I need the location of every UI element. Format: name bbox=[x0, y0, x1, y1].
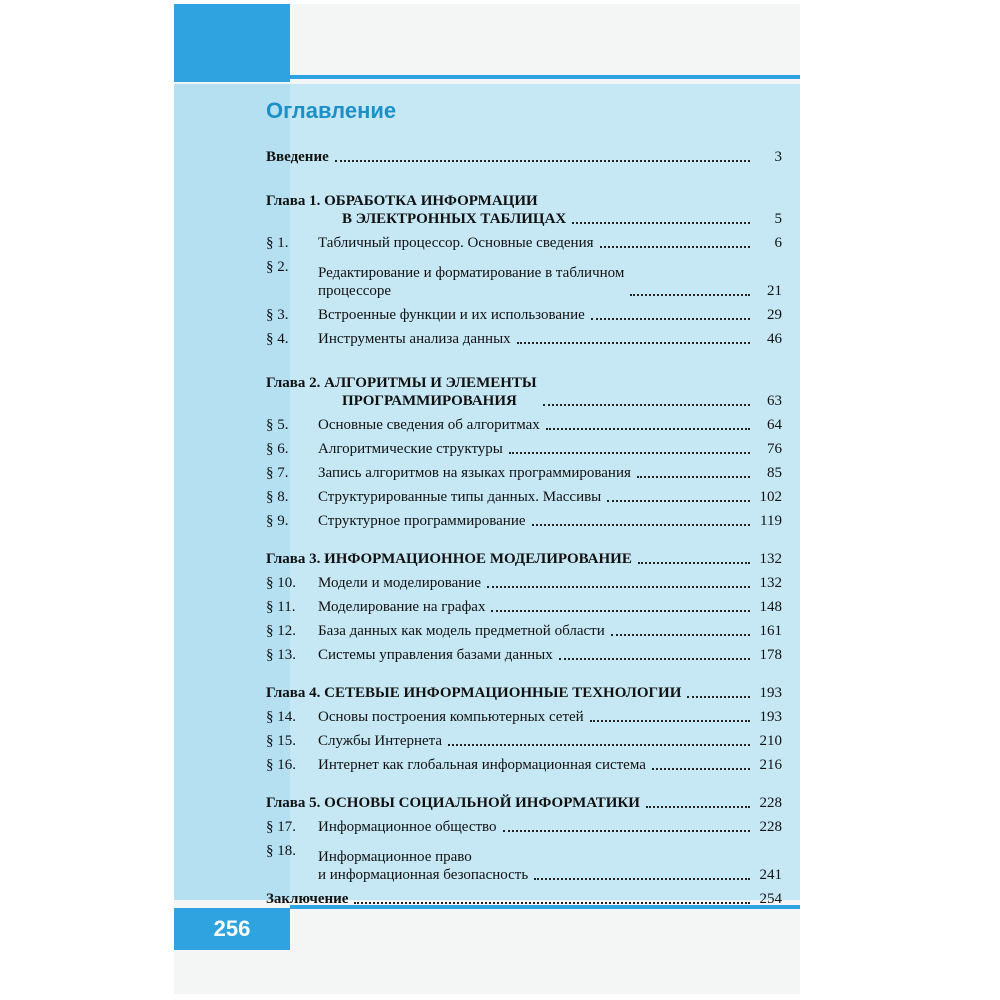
entry-label-line-2: и информационная безопасность bbox=[318, 867, 529, 883]
entry-page: 228 bbox=[759, 795, 782, 811]
section-number: § 9. bbox=[266, 513, 289, 529]
section-number: § 4. bbox=[266, 331, 289, 347]
leader-dots bbox=[591, 318, 750, 320]
leader-dots bbox=[532, 524, 750, 526]
toc-entry-section-18[interactable] bbox=[266, 836, 782, 884]
toc-entry-chapter-5[interactable] bbox=[266, 788, 782, 812]
toc-entry-intro[interactable] bbox=[266, 142, 782, 166]
leader-dots bbox=[509, 452, 750, 454]
toc-entry-section-17[interactable] bbox=[266, 812, 782, 836]
entry-page: 85 bbox=[767, 465, 782, 481]
leader-dots bbox=[590, 720, 750, 722]
toc-entry-section-16[interactable] bbox=[266, 750, 782, 774]
entry-label-line-1: Редактирование и форматирование в табличном bbox=[318, 265, 625, 281]
page-number: 256 bbox=[213, 916, 251, 941]
toc-heading: Оглавление bbox=[266, 98, 397, 123]
entry-page: 29 bbox=[767, 307, 782, 323]
toc-entry-section-7[interactable] bbox=[266, 458, 782, 482]
leader-dots bbox=[503, 830, 750, 832]
toc-entry-chapter-3[interactable] bbox=[266, 544, 782, 568]
section-number: § 8. bbox=[266, 489, 289, 505]
leader-dots bbox=[607, 500, 750, 502]
section-number: § 2. bbox=[266, 259, 289, 275]
toc-entry-section-5[interactable] bbox=[266, 410, 782, 434]
entry-label bbox=[266, 192, 566, 228]
entry-page: 254 bbox=[759, 891, 782, 907]
entry-label: Табличный процессор. Основные сведения bbox=[318, 235, 594, 251]
leader-dots bbox=[335, 160, 750, 162]
entry-page: 46 bbox=[767, 331, 782, 347]
toc-entry-section-2[interactable] bbox=[266, 252, 782, 300]
toc-entry-section-4[interactable] bbox=[266, 324, 782, 348]
entry-page: 102 bbox=[759, 489, 782, 505]
toc-entry-section-9[interactable] bbox=[266, 506, 782, 530]
entry-label bbox=[266, 374, 537, 410]
section-number: § 13. bbox=[266, 647, 296, 663]
entry-page: 5 bbox=[774, 211, 782, 227]
entry-label: Модели и моделирование bbox=[318, 575, 481, 591]
section-number: § 14. bbox=[266, 709, 296, 725]
toc-entry-section-6[interactable] bbox=[266, 434, 782, 458]
entry-label: Интернет как глобальная информационная система bbox=[318, 757, 646, 773]
toc-entry-section-12[interactable] bbox=[266, 616, 782, 640]
leader-dots bbox=[487, 586, 750, 588]
leader-dots bbox=[448, 744, 750, 746]
entry-label: Глава 5. ОСНОВЫ СОЦИАЛЬНОЙ ИНФОРМАТИКИ bbox=[266, 795, 640, 811]
entry-label-line-1: Глава 1. ОБРАБОТКА ИНФОРМАЦИИ bbox=[266, 193, 538, 209]
leader-dots bbox=[637, 476, 750, 478]
entry-label bbox=[318, 264, 624, 300]
entry-label bbox=[318, 848, 528, 884]
entry-label: Инструменты анализа данных bbox=[318, 331, 511, 347]
toc-entry-conclusion[interactable] bbox=[266, 884, 782, 908]
section-number: § 7. bbox=[266, 465, 289, 481]
top-rule bbox=[290, 75, 800, 79]
entry-page: 193 bbox=[759, 685, 782, 701]
entry-label: Глава 3. ИНФОРМАЦИОННОЕ МОДЕЛИРОВАНИЕ bbox=[266, 551, 632, 567]
toc-entry-section-1[interactable] bbox=[266, 228, 782, 252]
entry-label: База данных как модель предметной области bbox=[318, 623, 605, 639]
entry-page: 161 bbox=[759, 623, 782, 639]
leader-dots bbox=[534, 878, 750, 880]
toc-entry-chapter-2[interactable] bbox=[266, 362, 782, 410]
entry-label: Алгоритмические структуры bbox=[318, 441, 503, 457]
entry-label: Службы Интернета bbox=[318, 733, 443, 749]
entry-page: 6 bbox=[774, 235, 782, 251]
leader-dots bbox=[611, 634, 750, 636]
entry-label: Системы управления базами данных bbox=[318, 647, 553, 663]
section-number: § 6. bbox=[266, 441, 289, 457]
toc-entry-section-11[interactable] bbox=[266, 592, 782, 616]
entry-page: 119 bbox=[760, 513, 782, 529]
leader-dots bbox=[600, 246, 750, 248]
entry-page: 193 bbox=[759, 709, 782, 725]
top-color-band bbox=[174, 4, 290, 82]
entry-page: 216 bbox=[759, 757, 782, 773]
entry-label-line-2: процессоре bbox=[318, 283, 392, 299]
entry-page: 210 bbox=[759, 733, 782, 749]
leader-dots bbox=[546, 428, 750, 430]
entry-label: Встроенные функции и их использование bbox=[318, 307, 585, 323]
toc-entry-section-15[interactable] bbox=[266, 726, 782, 750]
entry-label: Основные сведения об алгоритмах bbox=[318, 417, 540, 433]
entry-label-line-2: ПРОГРАММИРОВАНИЯ bbox=[342, 393, 517, 409]
leader-dots bbox=[638, 562, 750, 564]
section-number: § 11. bbox=[266, 599, 296, 615]
entry-label: Основы построения компьютерных сетей bbox=[318, 709, 584, 725]
section-number: § 18. bbox=[266, 843, 296, 859]
entry-label: Запись алгоритмов на языках программирования bbox=[318, 465, 631, 481]
entry-page: 63 bbox=[767, 393, 782, 409]
leader-dots bbox=[572, 222, 750, 224]
entry-label: Моделирование на графах bbox=[318, 599, 486, 615]
toc-entry-section-10[interactable] bbox=[266, 568, 782, 592]
entry-label-line-1: Глава 2. АЛГОРИТМЫ И ЭЛЕМЕНТЫ bbox=[266, 375, 537, 391]
leader-dots bbox=[646, 806, 750, 808]
table-of-contents bbox=[266, 142, 782, 908]
entry-page: 148 bbox=[759, 599, 782, 615]
leader-dots bbox=[652, 768, 750, 770]
entry-page: 3 bbox=[774, 149, 782, 165]
section-number: § 1. bbox=[266, 235, 289, 251]
toc-entry-section-14[interactable] bbox=[266, 702, 782, 726]
leader-dots bbox=[517, 342, 750, 344]
section-number: § 15. bbox=[266, 733, 296, 749]
toc-entry-section-13[interactable] bbox=[266, 640, 782, 664]
toc-entry-chapter-4[interactable] bbox=[266, 678, 782, 702]
toc-entry-section-3[interactable] bbox=[266, 300, 782, 324]
entry-label: Введение bbox=[266, 149, 329, 165]
entry-page: 132 bbox=[759, 575, 782, 591]
toc-entry-section-8[interactable] bbox=[266, 482, 782, 506]
entry-label-line-2: В ЭЛЕКТРОННЫХ ТАБЛИЦАХ bbox=[342, 211, 567, 227]
entry-page: 21 bbox=[767, 283, 782, 299]
entry-page: 76 bbox=[767, 441, 782, 457]
section-number: § 5. bbox=[266, 417, 289, 433]
entry-label: Глава 4. СЕТЕВЫЕ ИНФОРМАЦИОННЫЕ ТЕХНОЛОГИИ bbox=[266, 685, 682, 701]
leader-dots bbox=[630, 294, 750, 296]
toc-entry-chapter-1[interactable] bbox=[266, 180, 782, 228]
section-number: § 3. bbox=[266, 307, 289, 323]
leader-dots bbox=[543, 404, 750, 406]
entry-page: 178 bbox=[759, 647, 782, 663]
section-number: § 12. bbox=[266, 623, 296, 639]
section-number: § 16. bbox=[266, 757, 296, 773]
entry-page: 228 bbox=[759, 819, 782, 835]
leader-dots bbox=[354, 902, 750, 904]
entry-label: Информационное общество bbox=[318, 819, 497, 835]
section-number: § 17. bbox=[266, 819, 296, 835]
leader-dots bbox=[491, 610, 750, 612]
entry-page: 64 bbox=[767, 417, 782, 433]
section-number: § 10. bbox=[266, 575, 296, 591]
entry-page: 132 bbox=[759, 551, 782, 567]
entry-label: Структурированные типы данных. Массивы bbox=[318, 489, 602, 505]
entry-label: Структурное программирование bbox=[318, 513, 526, 529]
leader-dots bbox=[559, 658, 750, 660]
entry-label-line-1: Информационное право bbox=[318, 849, 472, 865]
entry-page: 241 bbox=[759, 867, 782, 883]
leader-dots bbox=[687, 696, 750, 698]
entry-label: Заключение bbox=[266, 891, 349, 907]
